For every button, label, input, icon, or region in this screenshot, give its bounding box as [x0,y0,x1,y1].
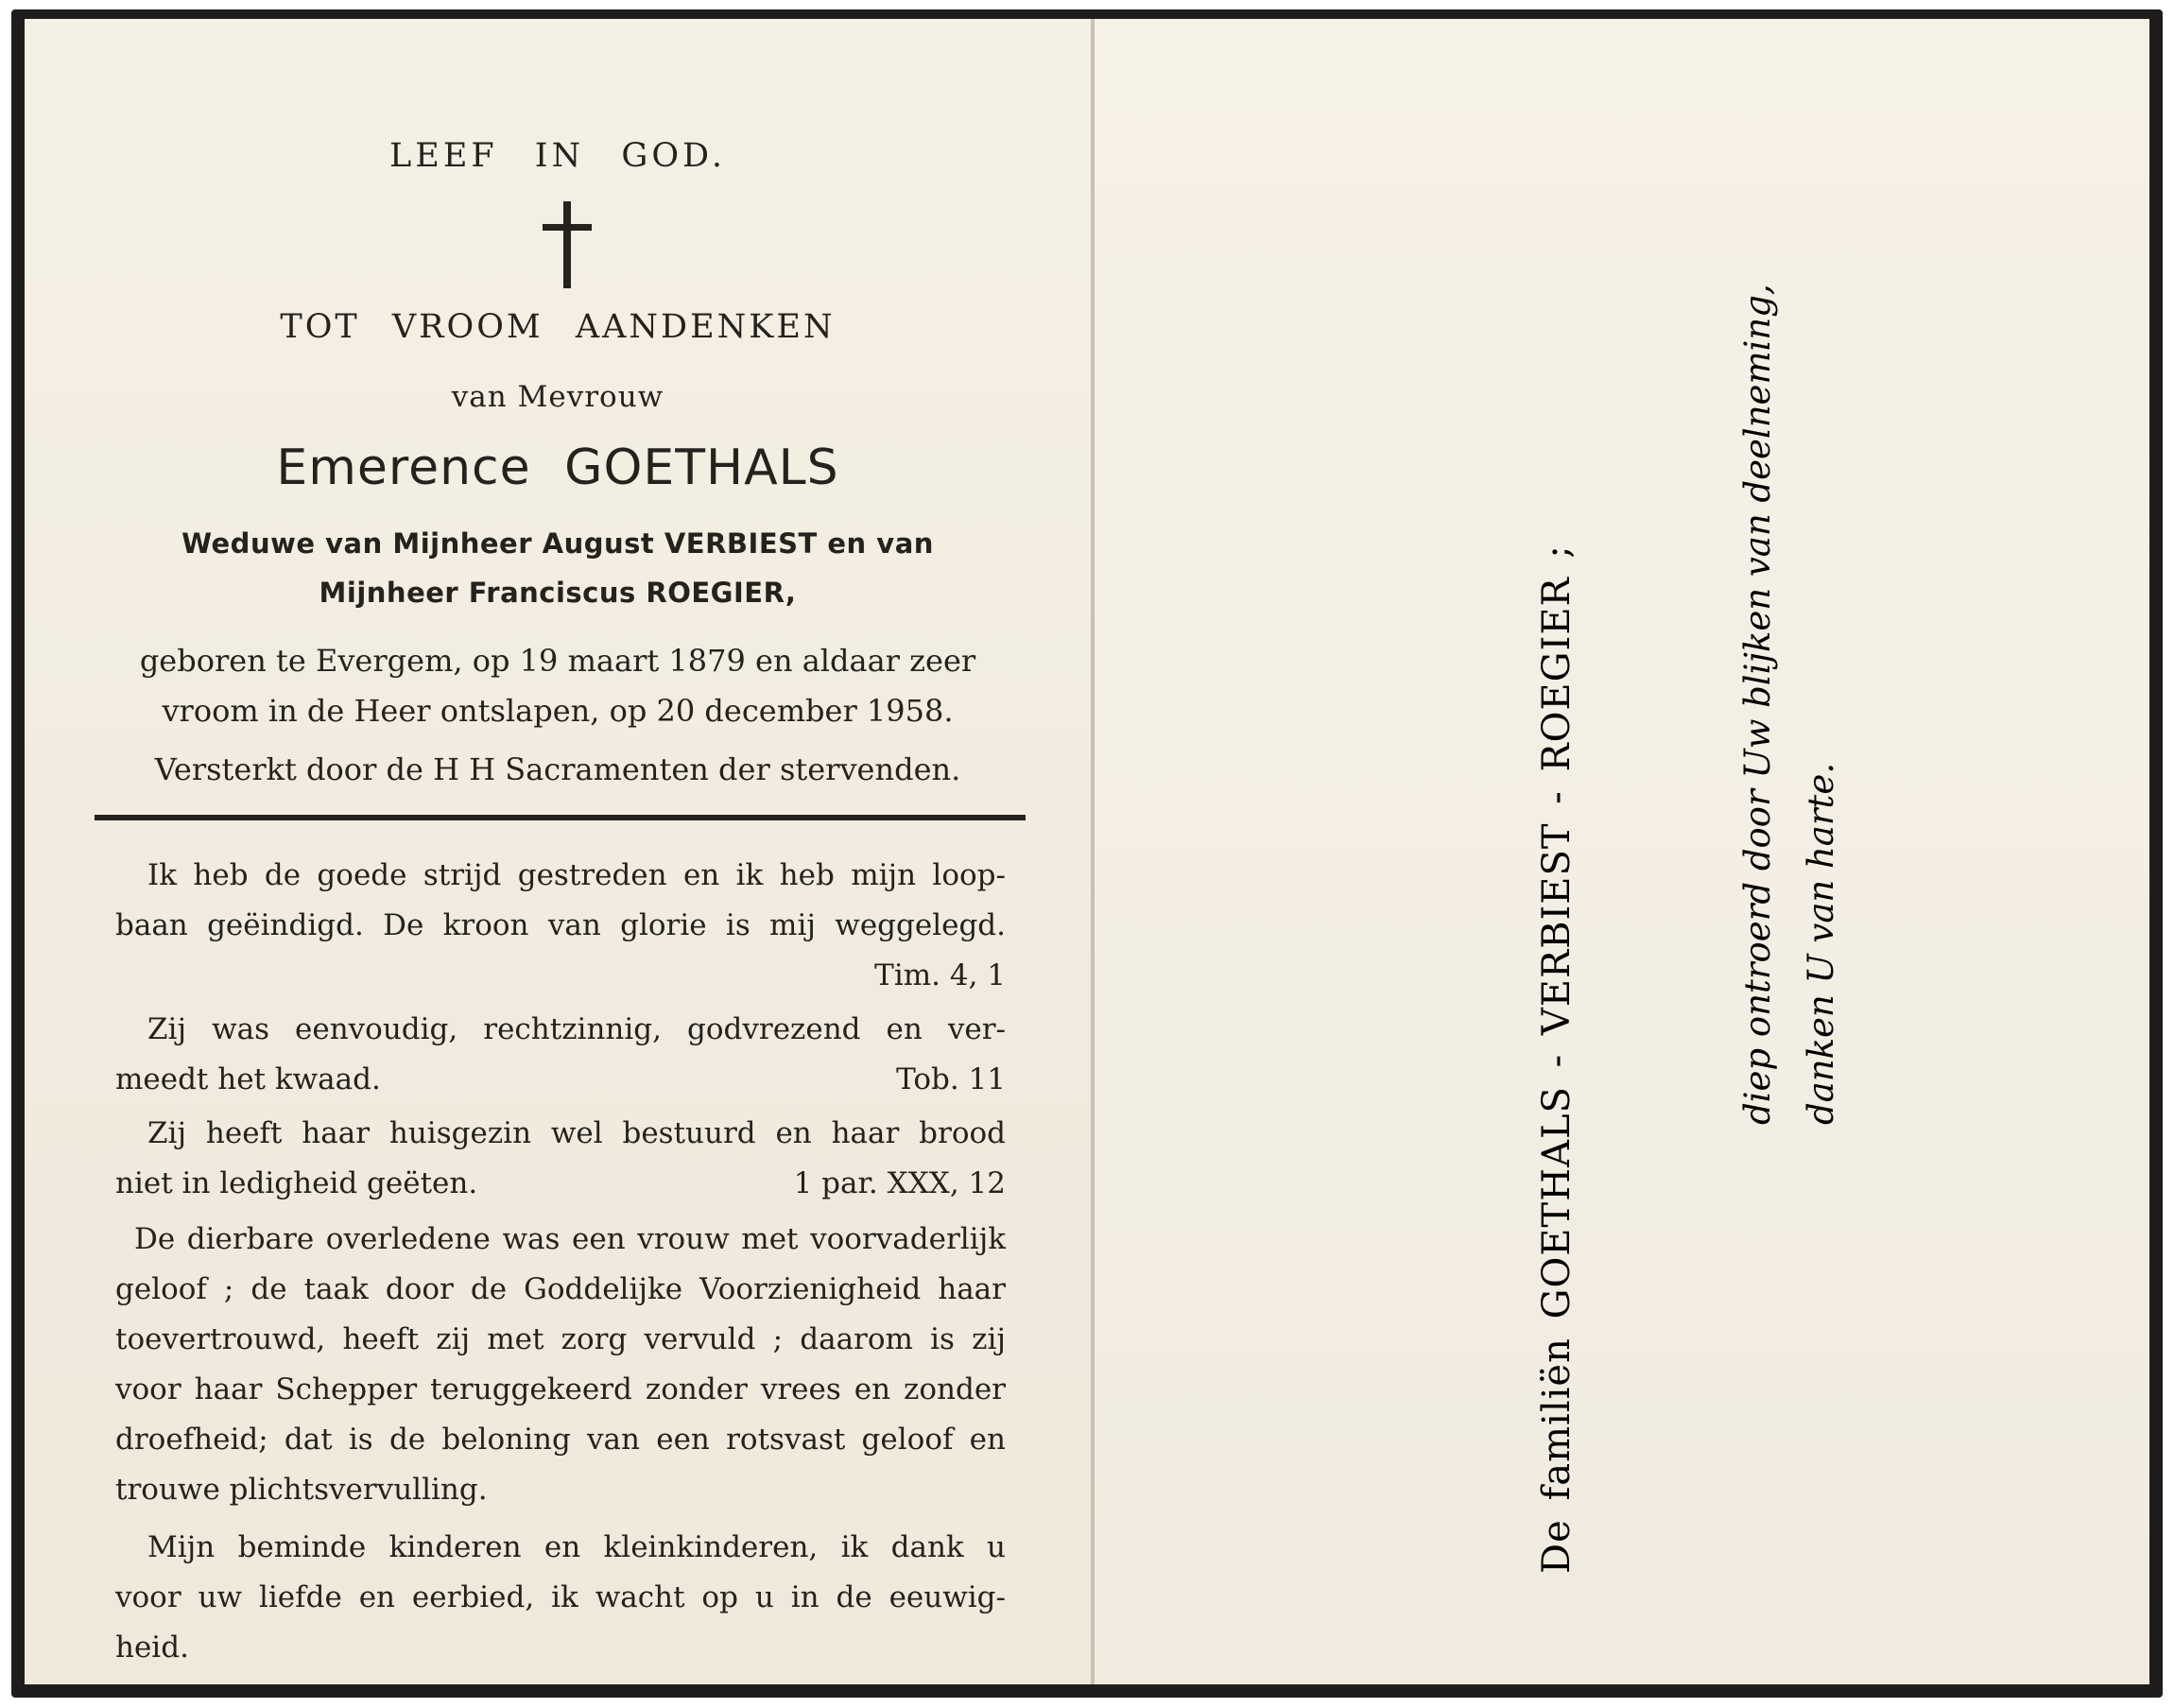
quote-1-reference: Tim. 4, 1 [874,958,1006,992]
heading: TOT VROOM AANDENKEN [280,308,836,346]
paragraph-2-line-1: Mijn beminde kinderen en kleinkinderen, ik dank u [147,1530,1006,1564]
quote-3-line-1: Zij heeft haar huisgezin wel bestuurd en haar brood [147,1116,1006,1150]
cross-icon [543,201,592,288]
quote-2-line-1: Zij was eenvoudig, rechtzinnig, godvrezend en ver- [147,1012,1006,1046]
bio-line-3: Versterkt door de H H Sacramenten der stervenden. [154,751,961,787]
deceased-name: Emerence GOETHALS [276,440,839,496]
quote-2-line-2: meedt het kwaad. [115,1062,381,1096]
paragraph-1-line-2: geloof ; de taak door de Goddelijke Voorzienigheid haar [115,1272,1006,1306]
paragraph-1-line-5: droefheid; dat is de beloning van een rotsvast geloof en [115,1423,1006,1457]
thanks-line-2: danken U van harte. [1801,762,1841,1125]
paragraph-1-line-3: toevertrouwd, heeft zij met zorg vervuld ; daarom is zij [115,1322,1006,1356]
widow-line-1: Weduwe van Mijnheer August VERBIEST en van [181,527,934,560]
widow-line-2: Mijnheer Franciscus ROEGIER, [319,577,797,609]
quote-3-reference: 1 par. XXX, 12 [793,1166,1006,1200]
thanks-line-1: diep ontroerd door Uw blijken van deelneming, [1737,284,1778,1125]
motto: LEEF IN GOD. [389,137,726,175]
paragraph-2-line-3: heid. [115,1630,189,1665]
paragraph-1-line-6: trouwe plichtsvervulling. [115,1473,488,1507]
bio-line-2: vroom in de Heer ontslapen, op 20 december 1958. [162,693,954,729]
bio-line-1: geboren te Evergem, op 19 maart 1879 en aldaar zeer [139,643,976,679]
paragraph-1-line-1: De dierbare overledene was een vrouw met voorvaderlijk [134,1222,1006,1256]
paragraph-1-line-4: voor haar Schepper teruggekeerd zonder vrees en zonder [115,1372,1006,1406]
quote-1-line-2: baan geëindigd. De kroon van glorie is mij weggelegd. [115,908,1006,942]
families-text: De familiën GOETHALS - VERBIEST - ROEGIER ; [1535,544,1579,1574]
left-page [25,19,1091,1684]
quote-3-line-2: niet in ledigheid geëten. [115,1166,478,1200]
quote-3-line-2-row [115,1159,1006,1208]
quote-2-reference: Tob. 11 [896,1062,1006,1096]
divider-rule [95,815,1026,820]
quote-1-line-1: Ik heb de goede strijd gestreden en ik heb mijn loop- [147,858,1006,892]
right-page [1095,19,2149,1684]
title-mevrouw: van Mevrouw [451,380,664,414]
paragraph-2-line-2: voor uw liefde en eerbied, ik wacht op u in de eeuwig- [115,1580,1006,1614]
quote-2-line-2-row [115,1055,1006,1104]
